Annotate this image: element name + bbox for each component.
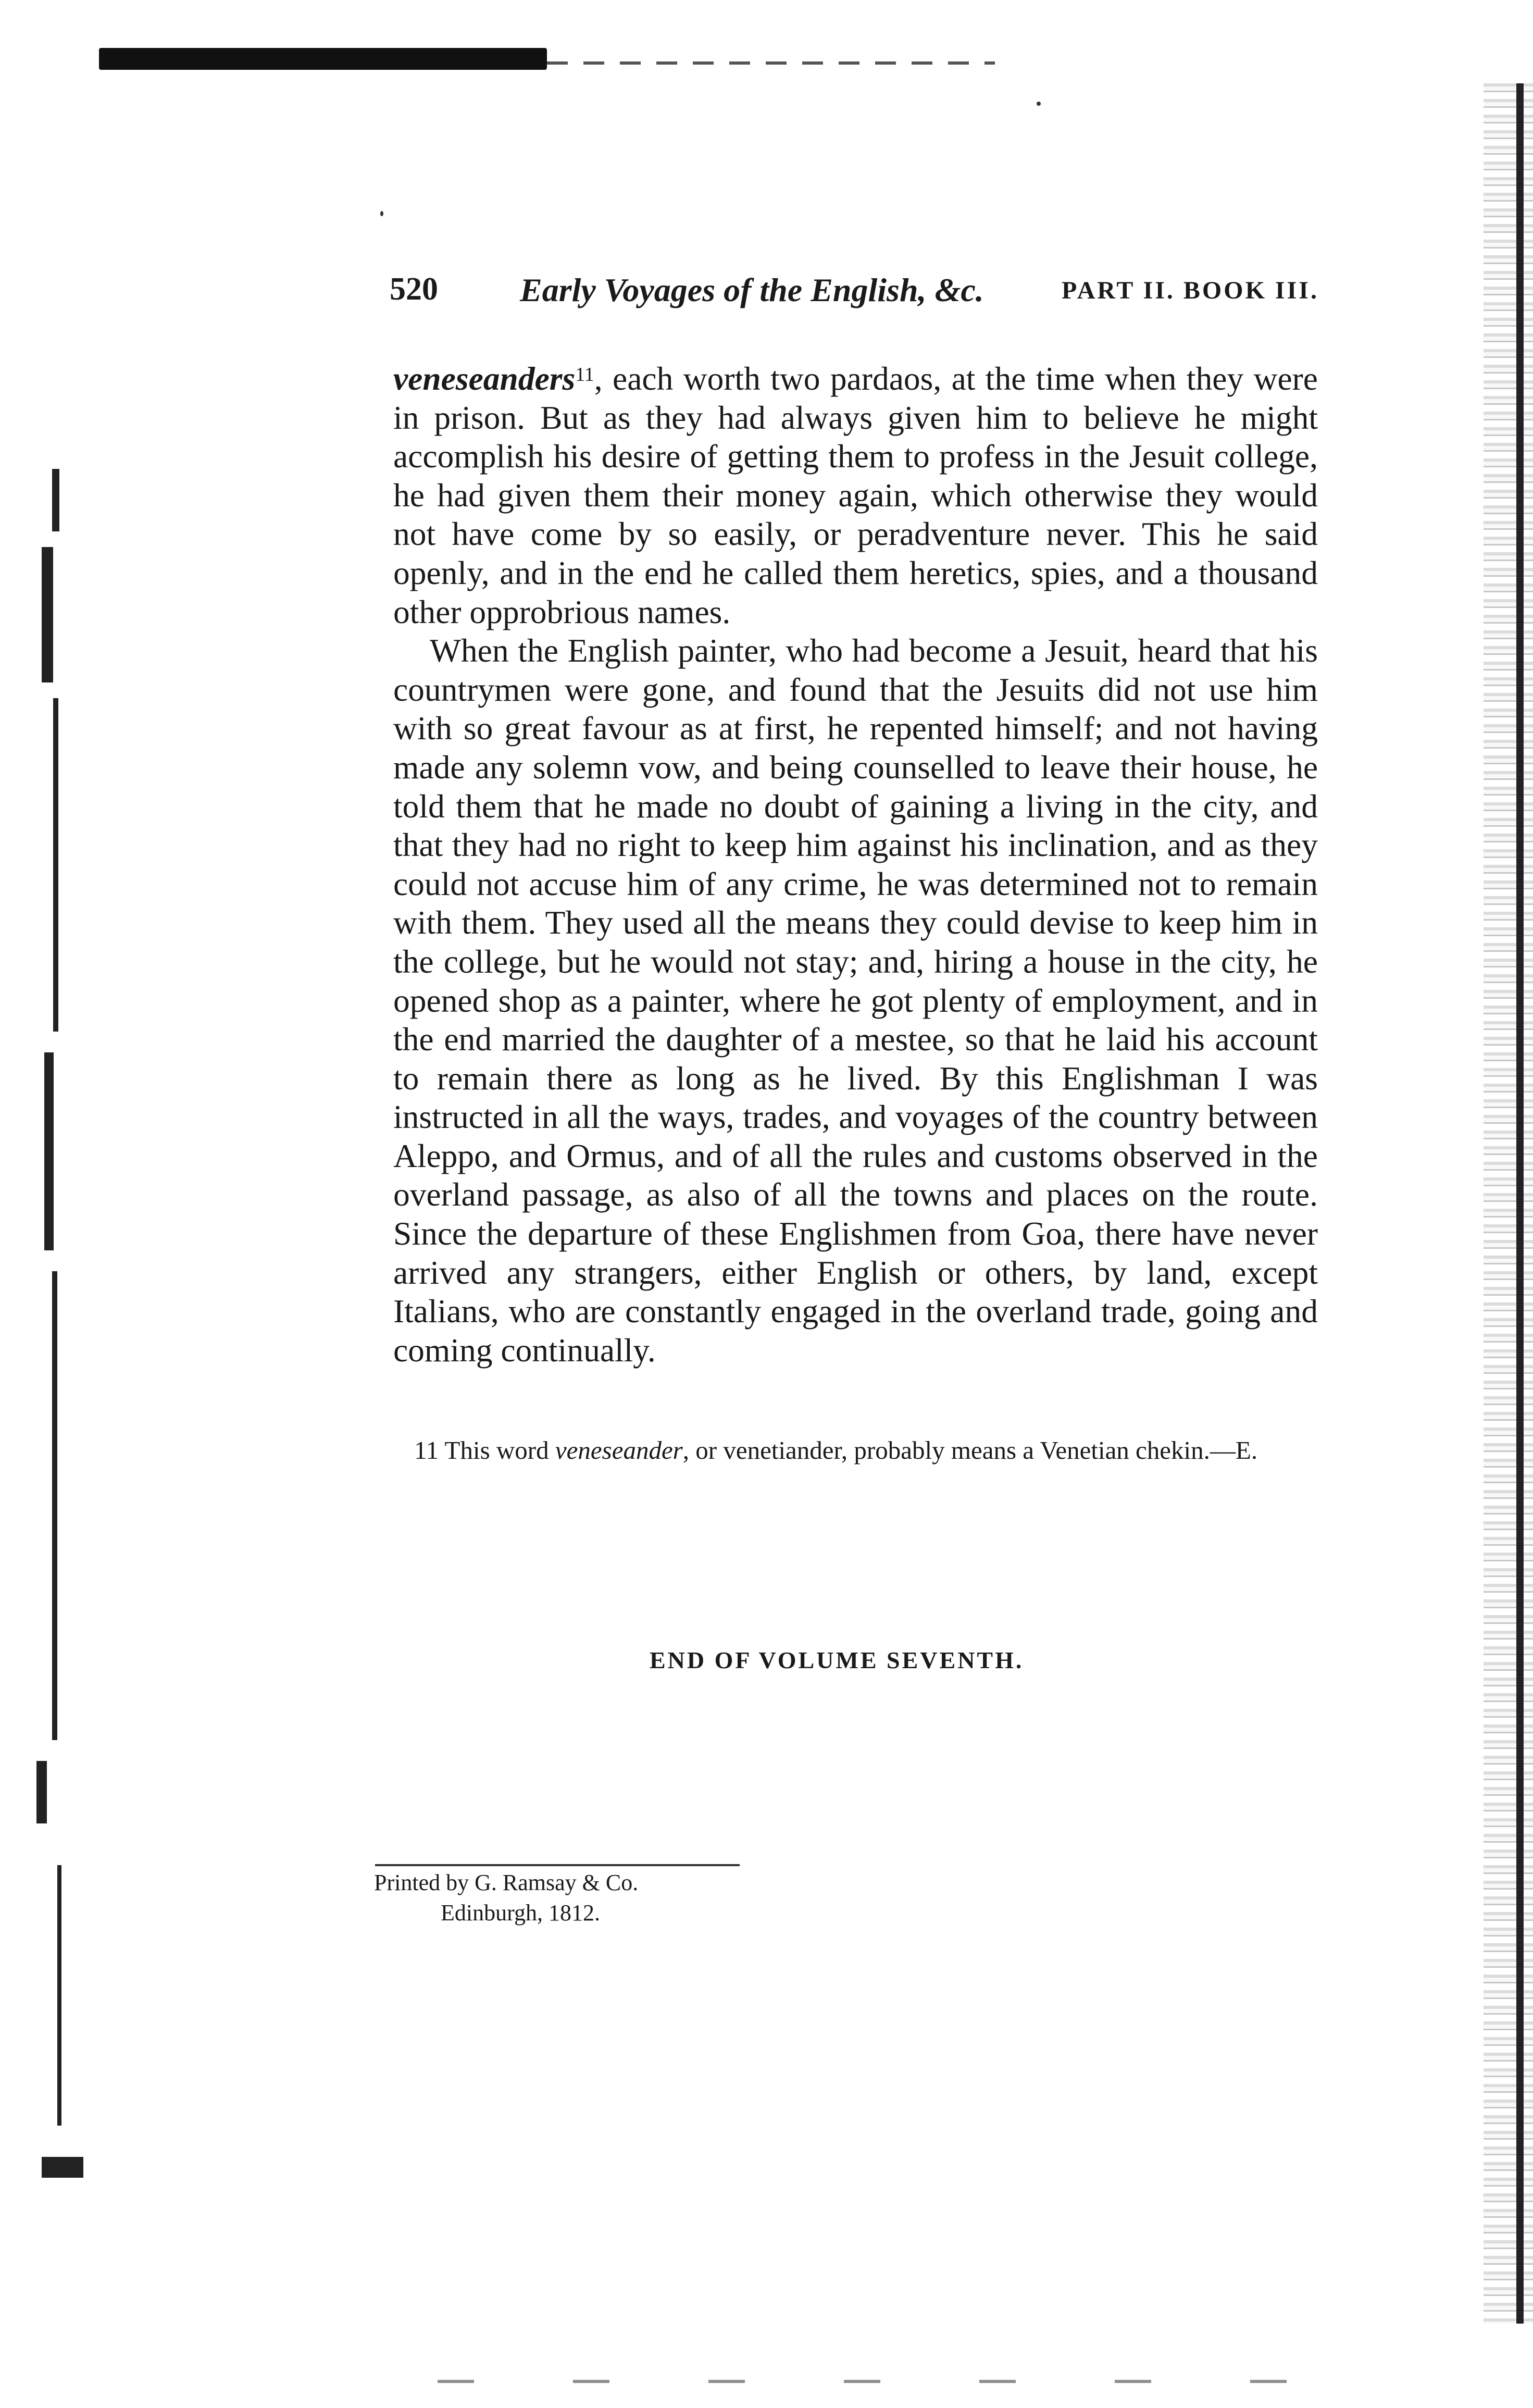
footnote: [393, 1435, 1320, 1466]
part-book-label: PART II. BOOK III.: [1062, 277, 1319, 304]
paragraph-1-text: , each worth two pardaos, at the time when they were in prison. But as they had always given him to believe he might accomplish his desire of getting them to profess in the Jesuit college, he had given them their money again, which otherwise they would not have come by so easily, or peradventure never. This he said openly, and in the end he called them heretics, spies, and a thousand other opprobrious names.: [393, 360, 1318, 630]
footnote-reference: 11: [575, 364, 594, 386]
footnote-italic-term: veneseander: [555, 1436, 683, 1464]
body-text: [393, 359, 1318, 1370]
italic-term: veneseanders: [393, 360, 576, 397]
imprint-line-1: Printed by G. Ramsay & Co.: [374, 1870, 639, 1895]
imprint-line-2: Edinburgh, 1812.: [441, 1900, 600, 1926]
imprint-rule: [375, 1864, 740, 1866]
footnote-text-before: This word: [439, 1436, 555, 1464]
footnote-marker: 11: [414, 1436, 439, 1464]
end-of-volume-notice: END OF VOLUME SEVENTH.: [650, 1647, 1024, 1673]
page-number: 520: [390, 271, 438, 307]
printer-imprint: [374, 1868, 739, 1928]
paragraph-2: When the English painter, who had become a Jesuit, heard that his countrymen were gone, and found that the Jesuits did not use him with so great favour as at first, he repented himself; and not having made any solemn vow, and being counselled to leave their house, he told them that he made no doubt of gaining a living in the city, and that they had no right to keep him against his inclination, and as they could not accuse him of any crime, he was determined not to remain with them. They used all the means they could devise to keep him in the college, but he would not stay; and, hiring a house in the city, he opened shop as a painter, where he got plenty of employment, and in the end married the daughter of a mestee, so that he laid his account to remain there as long as he lived. By this Englishman I was instructed in all the ways, trades, and voyages of the country between Aleppo, and Ormus, and of all the rules and customs observed in the overland passage, as also of all the towns and places on the route. Since the departure of these Englishmen from Goa, there have never arrived any strangers, either English or others, by land, except Italians, who are constantly engaged in the overland trade, going and coming continually.: [393, 632, 1318, 1369]
page-header: [390, 271, 1327, 323]
footnote-text-after: , or venetiander, probably means a Venetian chekin.—E.: [682, 1436, 1258, 1464]
paragraph-1: [393, 359, 1318, 631]
running-title: Early Voyages of the English, &c.: [520, 271, 984, 308]
